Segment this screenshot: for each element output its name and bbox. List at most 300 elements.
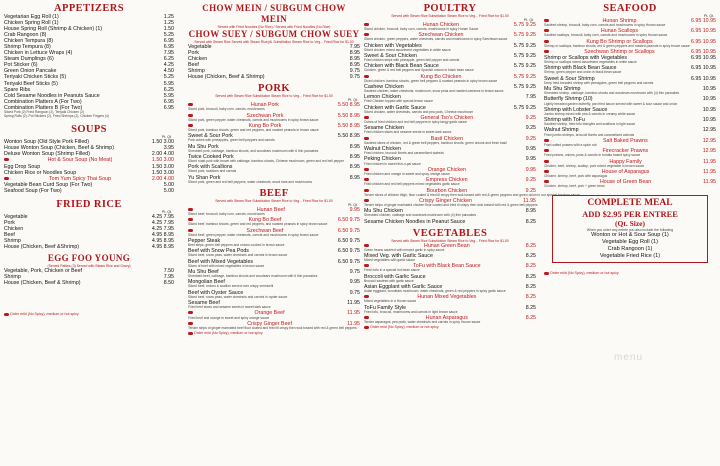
item-name: House (Chicken, Beef &Shrimp) (4, 244, 80, 250)
item-price: 6.50 9.75 (337, 248, 360, 255)
item-name: Kung Bo Pork (248, 122, 282, 129)
item-price: 4.25 7.95 (151, 219, 174, 226)
item-price: 8.25 (525, 263, 536, 270)
item-description: Sliced beef, green pepper, water chestnuts, carrots and mushrooms in spicy brown sauce (188, 232, 319, 237)
item-price: 6.95 (163, 98, 174, 105)
item-description: Sliced beef, snow peas, water chestnuts and carrots in brown sauce (188, 253, 288, 258)
item-price: 8.25 (525, 304, 536, 311)
item-name: ToFu Family Style (364, 304, 407, 311)
item-description: Fried chicken and red bell peppers mixed vegetables garlic sauce (364, 182, 460, 187)
poultry-title: POULTRY (423, 3, 477, 14)
pepper-icon (364, 326, 369, 329)
item-description: Fried chicken in sweet tish-n-pai sauce (364, 161, 421, 166)
item-description: Fried jumbo shrimps, broccoli florets and caramelized walnuts (544, 132, 635, 137)
item-name: Teriyaki Chicken Sticks (5) (4, 74, 67, 81)
item-price: 6.95 10.95 (690, 75, 716, 82)
item-price: 8.25 (525, 218, 536, 225)
vegetables-subtitle: Served with Steam Rice Substitution Steam Rice to Veg... Fried Rice for $1.00 (391, 238, 509, 243)
item-description: Beef strips, green bell peppers and onions cooked in brown sauce (188, 243, 285, 248)
item-description: Asian eggplant, woodears mushroom, water chestnuts, green & red peppers in spicy garlic sauce (364, 289, 506, 293)
item-name: Yu Shan Pork (188, 174, 221, 181)
item-price: 6.25 (163, 86, 174, 93)
item-name: Asian Eggplant with Garlic Sauce (364, 283, 443, 290)
item-price: 8.95 (349, 62, 360, 69)
item-price: 9.25 (525, 177, 536, 184)
item-price: 6.50 9.75 (337, 238, 360, 245)
item-price: 8.95 (349, 164, 360, 171)
pepper-icon (188, 103, 193, 106)
item-description: Lightly breaded garden butterfly, pan fried bacon served with sweet & sour sauce and onion (544, 101, 678, 106)
egg-foo-young-subtitle: (Served Patties (3) Served with Steam Rice and Gravy) (47, 264, 131, 269)
item-price: 12.95 (702, 137, 716, 144)
item-description: Sliced pork, scallions and carrots (188, 169, 237, 174)
item-name: Szechwan Beef (246, 227, 284, 234)
item-price: 9.75 (349, 289, 360, 296)
item-name: Hunan Chicken (422, 22, 460, 28)
item-name: Hunan Scallops (600, 28, 639, 35)
item-name: Green Onion Pancake (4, 68, 57, 75)
item-price: 6.95 10.95 (690, 49, 716, 56)
item-price: 5.50 8.95 (337, 133, 360, 140)
item-name: Peking Chicken (364, 156, 401, 163)
column-1 (4, 0, 174, 466)
item-name: Chicken Rice or Noodles Soup (4, 169, 77, 176)
item-name: House Spring Roll (Shrimp & Chicken) (1) (4, 26, 103, 33)
item-name: Teriyaki Beef Sticks (5) (4, 80, 58, 87)
item-description: Shredded shrimp, cabbage, bamboo shoots and woodears mushroom with (4) thin pancakes (544, 91, 680, 96)
item-name: Walnut Shrimp (544, 127, 579, 134)
item-description: Fried prawns, onions, peas & carrots in tomato based spicy sauce (544, 153, 641, 158)
poultry-subtitle: Served with Steam Rice Substitution Steam Rice to Veg... Fried Rice for $1.00 (391, 14, 509, 18)
item-price: 10.95 (702, 86, 716, 93)
item-price: 7.50 (163, 268, 174, 275)
beef-size-header: Pt. Qt. (347, 203, 358, 208)
pepper-icon (544, 272, 549, 275)
pepper-icon (364, 23, 369, 26)
item-price: 8.95 (349, 154, 360, 160)
item-name: Twice Cooked Pork (188, 154, 234, 160)
item-price: 9.95 (349, 279, 360, 286)
item-description: Tender asparagus, pea pods, water chestnuts and carrots in spicy Hunan sauce (364, 320, 481, 325)
item-description: Sliced beef, onions & scallion served over crispy vermicelli (188, 284, 274, 289)
item-name: Spare Ribs (4, 86, 31, 93)
item-name: House of Green Bean (599, 179, 652, 186)
item-description: Sautéed shrimp, fried tofu triangles and scallions in light sauce (544, 122, 636, 127)
item-name: Pork (4, 219, 15, 226)
item-price: 1.50 3.00 (151, 157, 174, 164)
item-name: Mixed Veg. with Garlic Sauce (364, 252, 433, 259)
footnote-col3: Order mild (No Spicy), medium or hot spicy (364, 325, 536, 330)
item-description: Sliced chicken, green peppers, water chestnuts, carrots and mushrooms in spicy Szechwan sauce (364, 37, 508, 42)
item-price: 5.25 (163, 32, 174, 39)
item-name: Beef with Snow Pea Pods (188, 248, 249, 255)
fried-rice-title: FRIED RICE (56, 198, 122, 210)
item-name: Chicken Spring Roll (1) (4, 20, 59, 27)
item-price: 5.75 9.25 (513, 32, 536, 39)
item-description: Shredded chicken, cabbage and woodears mushroom with (4) thin pancakes (364, 213, 476, 218)
pepper-icon (544, 180, 549, 183)
item-price: 4.95 8.95 (151, 231, 174, 238)
item-name: Kung Bo Beef (248, 217, 282, 224)
item-price: 5.75 9.25 (513, 22, 536, 28)
item-price: 9.95 (349, 207, 360, 214)
item-name: Szechwan Pork (246, 112, 284, 119)
item-name: Hunan Asparagus (425, 314, 468, 321)
item-description: Sautéed shrimp, broccoli, baby corn, carrots and mushrooms in spicy Hunan sauce (544, 23, 666, 28)
item-price: 4.25 (163, 62, 174, 69)
vegetables-title: VEGETABLES (412, 227, 488, 239)
beef-title: BEEF (259, 188, 289, 200)
item-name: Beef (4, 231, 15, 238)
egg-foo-young-title: EGG FOO YOUNG (47, 253, 131, 264)
item-description: Slices of beef with mixed vegetables in brown sauce (188, 263, 265, 268)
item-name: Hunan Green Bean (424, 242, 470, 249)
chow-mein-title: CHOW MEIN / SUBGUM CHOW MEIN (202, 3, 346, 24)
item-name: Shrimp Tempura (8) (4, 44, 51, 51)
pepper-icon (188, 332, 193, 335)
item-name: Vegetable (4, 213, 28, 220)
complete-meal-item: Vegetable Egg Roll (1) (602, 238, 658, 245)
item-price: 8.95 (349, 143, 360, 150)
item-price: 6.50 9.75 (337, 258, 360, 265)
pepper-icon (544, 160, 549, 163)
pork-size-header: Pt. Qt. (347, 98, 358, 103)
item-price: 5.95 (163, 92, 174, 99)
item-price: 12.95 (702, 148, 716, 155)
item-price: 7.95 (525, 94, 536, 101)
item-name: Hot & Sour Soup (No Meat) (47, 157, 113, 164)
pepper-icon (4, 158, 9, 161)
item-name: Shrimp (188, 68, 205, 75)
item-price: 5.75 9.25 (513, 53, 536, 60)
item-name: Bourbon Chicken (426, 187, 468, 194)
item-name: Steam Dumplings (6) (4, 56, 54, 63)
item-name: Szechwan Shrimp or Scallops (584, 49, 655, 56)
item-name: Vegetarian Egg Roll (1) (4, 14, 59, 20)
item-name: Shrimp (4, 274, 21, 281)
item-price: 9.95 (525, 146, 536, 153)
item-description: Shrimp, green pepper and onion in black bean sauce (544, 70, 622, 75)
fried-rice-list (4, 214, 174, 250)
soups-title: SOUPS (71, 124, 107, 136)
item-name: Egg Drop Soup (4, 163, 41, 170)
soups-size-header: Pt. Qt. (161, 135, 172, 140)
item-price: 8.25 (525, 314, 536, 321)
pork-list (188, 102, 360, 184)
item-price: 4.95 8.95 (151, 237, 174, 244)
item-description: Sliced roast pork with brown with cabbage, bamboo shoots, Chinese mushroom, green and red bell pepper (188, 159, 344, 164)
item-name: Kung Bo Shrimp or Scallops (586, 38, 653, 45)
item-name: General Tso's Chicken (420, 115, 474, 122)
item-name: ToFu with Black Bean Sauce (413, 263, 481, 270)
item-description: Sliced beef, bamboo shoots, green and red peppers, and roasted peanuts in spicy brown sauce (188, 222, 328, 227)
chow-mein-list (188, 44, 360, 80)
item-name: Pot Sticker (6) (4, 62, 38, 69)
item-description: Chicken, shrimp, beef, pork with asparagus (544, 173, 608, 178)
item-name: Beef (188, 62, 199, 69)
egg-foo-young-list (4, 268, 174, 286)
pepper-icon (544, 29, 549, 32)
item-price: 4.95 8.95 (151, 244, 174, 250)
item-price: 1.50 3.00 (151, 139, 174, 146)
item-description: Fried salted prawns with a spice rub (544, 142, 597, 147)
pepper-icon (364, 199, 369, 202)
complete-meal-item: Crab Rangoon (1) (607, 245, 653, 252)
item-description: Tender strips of ginger marinated beef flour coated and fried til crispy then wok tossed with red & green bell peppers (188, 325, 357, 330)
item-description: Shredded beef, cabbage, bamboo shoots and woodears mushroom with 6 thin pancakes (188, 274, 318, 279)
item-name: Sweet & Sour Chicken (364, 53, 417, 60)
seafood-list (544, 18, 716, 189)
item-name: Pepper Steak (188, 238, 221, 245)
footnote-col2: Order mild (No Spicy), medium or hot spicy (188, 331, 360, 336)
item-price: 8.50 (163, 280, 174, 287)
item-price: 1.50 3.00 (151, 163, 174, 170)
item-description: Fried chicken slices and sesame seeds in sweet dark sauce (364, 130, 452, 135)
item-price: 9.25 (525, 125, 536, 132)
item-name: Shrimp or Scallops with Vegetables (544, 55, 628, 62)
item-price: 2.00 4.00 (151, 151, 174, 158)
item-description: Sliced chicken, water chestnuts, carrots and pea pods, Chinese mushroom (364, 109, 474, 114)
pork-subtitle: Served with Steam Rice Substitution Steam Rice to Veg... Fried Rice for $1.00 (215, 94, 333, 99)
item-price: 9.25 (525, 135, 536, 142)
item-description: Sautéed chicken, water chestnuts, mushroom, snow peas and roasted cashews in brown sauce (364, 89, 504, 94)
poultry-size-header: Pt. Qt. (523, 18, 534, 22)
item-description: Tender slices of chicken thigh, flour coated & fried til crispy then wok tossed with red & green peppers and green onion in our special bourbon sauce (364, 192, 580, 197)
item-description: Broccoli sautéed with garlic sauce (364, 278, 414, 283)
pepper-icon (544, 139, 549, 142)
pepper-icon (188, 322, 193, 325)
item-price: 3.95 (163, 145, 174, 152)
pepper-icon (188, 124, 193, 127)
item-description: Sautéed slices of chicken, red & green bell peppers, bamboo shoots, green onions and fresh basil (364, 140, 507, 145)
pepper-icon (364, 244, 369, 247)
item-price: 5.00 (163, 187, 174, 194)
item-description: Green beans sautéed with minced garlic in spicy sauce (364, 247, 445, 252)
beef-list (188, 207, 360, 331)
item-price: 11.95 (703, 179, 716, 186)
item-price: 5.50 8.95 (337, 102, 360, 109)
complete-meal-size: (Qt. Size) (615, 218, 645, 228)
chow-suey-subtitle: Served with Steam Rice Served with Steam Rice(dL Substitution Steam Rice to Veg... Fried Rice for $1.00 (194, 40, 354, 44)
chow-mein-subtitle: Served with Fried Noodles (No Rice) / Served with Fried Noodles (No Rice) (217, 25, 331, 29)
item-description: Sliced pork, green and red bell peppers, water chestnuts, wood ears and mushrooms (188, 179, 313, 184)
item-name: Tom Yum Spicy Thai Soup (48, 175, 111, 182)
item-name: House (Chicken, Beef & Shrimp) (4, 280, 81, 287)
item-description: Jumbo shrimp mixed with pea & carrots in creamy white sauce (544, 111, 636, 116)
item-name: Chicken (4, 225, 24, 232)
item-price: 11.95 (347, 310, 360, 317)
appetizers-title: APPETIZERS (54, 3, 124, 14)
item-name: Salt Baked Prawns (602, 137, 648, 144)
item-name: Shrimp with ToFu (544, 117, 585, 124)
item-name: Happy Family (609, 158, 642, 165)
complete-meal-item: Vegetable Fried Rice (1) (599, 252, 661, 259)
item-name: Sweet & Sour Shrimp (544, 75, 595, 82)
item-price: 1.25 (163, 14, 174, 20)
item-price: 9.75 (349, 74, 360, 81)
pepper-icon (364, 33, 369, 36)
item-name: Butterfly Shrimp (10) (544, 96, 593, 103)
item-price: 10.95 (702, 106, 716, 113)
pepper-icon (364, 168, 369, 171)
item-name: House (Chicken, Beef & Shrimp) (188, 74, 265, 81)
item-price: 2.00 4.00 (151, 175, 174, 182)
item-name: Cold Sesame Noodles in Peanuts Sauce (4, 92, 100, 99)
pepper-icon (364, 295, 369, 298)
item-name: Chicken Tempura (8) (4, 38, 54, 45)
item-price: 9.25 (525, 187, 536, 194)
item-description: Chicken, beef, shrimp, scallop, pork mixed vegetable in brown sauce (544, 163, 645, 168)
item-name: Basil Chicken (430, 135, 463, 142)
item-name: Mu Shu Pork (188, 143, 219, 150)
complete-meal-list (557, 232, 703, 260)
item-price: 5.75 9.25 (513, 63, 536, 70)
item-description: Sautéed scallops, broccoli, baby corn, carrots and mushrooms in spicy Hunan sauce (544, 33, 668, 38)
item-price: 8.25 (525, 294, 536, 301)
item-price: 6.95 10.95 (690, 38, 716, 45)
item-description: Cubes of fried chicken and red bell peppers in spicy tangy garlic sauce (364, 120, 467, 125)
item-price: 5.50 8.95 (337, 122, 360, 129)
combo-a-desc: Sliced Pork (2) Fried Rangoon (2), Teriyaki Chicken (2) (4, 109, 85, 114)
item-price: 6.25 (163, 56, 174, 63)
item-description: Sliced beef, snow peas, water chestnuts and carrots in oyster sauce (188, 294, 288, 299)
item-name: Hunan Shrimp (602, 18, 637, 24)
item-name: Combination Platters B (For Two) (4, 104, 83, 111)
item-price: 5.75 9.25 (513, 42, 536, 49)
footnote-col4: Order mild (No Spicy), medium or hot spicy (544, 271, 716, 276)
item-description: Sliced beef, broccoli, baby corn, carrots, mushrooms (188, 212, 265, 217)
soups-list (4, 139, 174, 193)
item-name: Sweet & Sour Pork (188, 133, 233, 140)
item-name: Mu Shu Shrimp (544, 86, 581, 93)
item-description: Fried Chicken topped with special lemon sauce (364, 99, 433, 104)
item-description: Fried chicken strips with pineapple, green bell pepper and carrots (364, 58, 460, 63)
item-price: 11.95 (347, 300, 360, 307)
item-description: Shrimp or scallops, bamboo shoots, red & green peppers and roasted peanuts in spicy brown sauce (544, 43, 690, 48)
item-price: 11.95 (347, 320, 360, 327)
item-price: 8.95 (525, 208, 536, 215)
pepper-icon (364, 116, 369, 119)
item-price: 9.75 (349, 68, 360, 75)
item-name: Crispy Ginger Beef (247, 320, 292, 327)
column-4 (544, 0, 716, 466)
item-description: Mixed vegetables with garlic sauce (364, 257, 415, 262)
beef-subtitle: Served with Steam Rice Substitution Steam Rice to Veg... Fried Rice for $1.00 (215, 199, 333, 204)
item-price: 5.95 (163, 80, 174, 87)
item-price: 8.25 (525, 283, 536, 290)
item-name: Mu Shu Beef (188, 269, 219, 276)
item-name: Beef with Oyster Sauce (188, 289, 244, 296)
item-name: Chicken (188, 56, 208, 63)
item-name: Mongolian Beef (188, 279, 225, 286)
item-price: 6.95 (163, 38, 174, 45)
pepper-icon (544, 50, 549, 53)
item-name: Mu Shu Chicken (364, 208, 403, 215)
item-name: Sesame Chicken Noodles in Peanut Sauce (364, 218, 466, 225)
pepper-icon (4, 177, 9, 180)
item-description: Sliced pork, broccoli, baby corn, carrots, mushrooms (188, 107, 265, 112)
item-name: Seafood Soup (For Two) (4, 187, 62, 194)
item-name: Kung Bo Chicken (420, 73, 462, 80)
item-price: 10.95 (702, 117, 716, 124)
item-description: Fresh tofu in a special hot bean sauce (364, 268, 420, 273)
item-price: 9.75 (349, 269, 360, 276)
complete-meal-item: Wonton or Hot & Sour Soup (1) (591, 231, 669, 238)
item-price: 6.95 10.95 (690, 18, 716, 24)
pepper-icon (188, 311, 193, 314)
pepper-icon (364, 137, 369, 140)
item-name: Beef with Mixed Vegetables (188, 258, 254, 265)
item-name: Cashew Chicken (364, 84, 404, 91)
item-price: 9.95 (525, 166, 536, 173)
complete-meal-price: ADD $2.95 PER ENTREE (582, 208, 678, 219)
item-description: Chicken, green & red bell peppers and Spanish onions in black bean sauce (364, 68, 474, 73)
fried-rice-size-header: Pt. Qt. (161, 209, 172, 214)
footnote-col1: Order mild (No Spicy), medium or hot spicy (4, 312, 174, 317)
item-price: 11.95 (703, 168, 716, 175)
item-price: 5.25 (163, 74, 174, 81)
pepper-icon (544, 170, 549, 173)
item-description: Fried tofu, broccoli, mushrooms and carrots in light brown sauce (364, 309, 458, 314)
item-price: 5.75 9.25 (513, 73, 536, 80)
item-price: 7.95 (163, 274, 174, 281)
item-name: Hunan Mixed Vegetables (417, 294, 477, 301)
item-description: Pork cubes with pineapples, green bell peppers and carrots (188, 138, 275, 143)
pepper-icon (544, 149, 549, 152)
item-price: 6.95 (163, 44, 174, 51)
item-description: Deep fried breaded shrimp with pineapples, green bell peppers and carrots (544, 80, 654, 85)
pepper-icon (188, 229, 193, 232)
item-name: Chicken with Vegetables (364, 42, 422, 49)
item-name: Empress Chicken (426, 177, 468, 184)
item-name: Wonton Soup (Old Style Pork Filled) (4, 139, 89, 146)
item-description: Chicken, shrimp, beef, pork + green bean (544, 184, 605, 189)
item-price: 1.50 (163, 26, 174, 33)
pepper-icon (544, 19, 549, 22)
item-name: Pork with Scallions (188, 164, 233, 171)
pepper-icon (364, 75, 369, 78)
item-name: Crispy Ginger Chicken (419, 197, 473, 204)
item-name: Lemon Chicken (364, 94, 401, 101)
complete-meal-box (552, 195, 708, 263)
item-price: 8.95 (349, 56, 360, 63)
pepper-icon (188, 114, 193, 117)
item-price: 6.50 9.75 (337, 217, 360, 224)
item-price: 5.75 9.25 (513, 104, 536, 111)
item-price: 9.95 (525, 156, 536, 163)
item-price: 1.25 (163, 20, 174, 27)
item-description: Fried beef slices and sesame seeds in sweet dark sauce (188, 305, 271, 310)
item-price: 5.50 8.95 (337, 112, 360, 119)
item-description: Shredded pork, cabbage, bamboo shoots, and woodears mushroom with 6 thin pancakes (188, 148, 319, 153)
combo-b-desc: Spring Rolls (2), Pot Stickers (2), Fried Shrimps (2), Chicken Fingers (4) (4, 114, 109, 119)
item-description: Shrimp or scallops mixed assortment vegetables in white sauce (544, 60, 637, 65)
menu-item (4, 280, 174, 286)
item-description: Tender strips of ginger marinated chicken flour coated and fried til crispy then wok tossed with red & green bell peppers (364, 202, 538, 207)
complete-meal-note: When you order any entrée you also include the following (586, 227, 674, 232)
item-name: Sesame Beef (188, 300, 220, 307)
item-name: Shrimp with Black Bean Sauce (544, 65, 617, 72)
vegetables-list (364, 243, 536, 325)
item-description: Sliced chicken mixed assortment vegetables in white sauce (364, 47, 451, 52)
item-price: 6.95 10.95 (690, 65, 716, 72)
item-name: Walnut Chicken (364, 146, 401, 153)
item-name: Vegetable, Pork, Chicken or Beef (4, 268, 83, 275)
item-price: 6.95 10.95 (690, 28, 716, 35)
item-name: Deluxe Wonton Soup (Shrimp Filled) (4, 151, 90, 158)
item-name: Chicken with Garlic Sauce (364, 104, 426, 111)
pepper-icon (188, 218, 193, 221)
